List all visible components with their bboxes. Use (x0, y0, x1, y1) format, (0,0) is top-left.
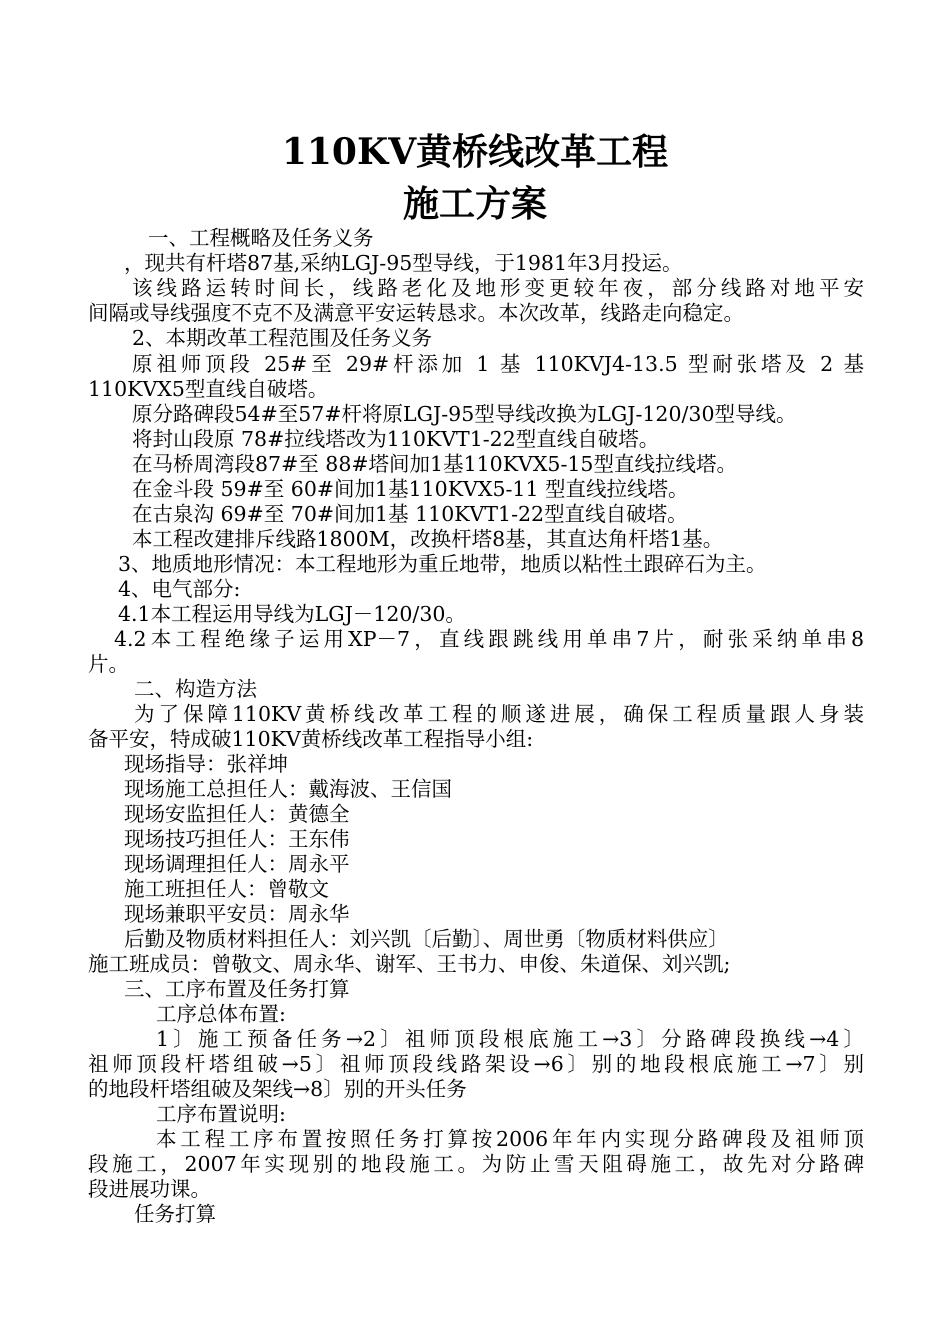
staff-line: 现场施工总担任人：戴海波、王信国 (124, 777, 452, 801)
paragraph-line: 在古泉沟 69#至 70#间加1基 110KVT1-22型直线自破塔。 (132, 502, 688, 526)
staff-line: 现场技巧担任人：王东伟 (124, 827, 350, 851)
staff-line: 现场调理担任人：周永平 (124, 852, 350, 876)
document-subtitle: 施工方案 (402, 183, 547, 225)
heading-project-overview: 一、工程概略及任务义务 (148, 226, 374, 250)
paragraph-line: 在金斗段 59#至 60#间加1基110KVX5-11 型直线拉线塔。 (132, 477, 689, 501)
paragraph-line: 段进展功课。 (88, 1177, 211, 1201)
paragraph-line: 祖师顶段杆塔组破→5〕祖师顶段线路架设→6〕别的地段根底施工→7〕别 (88, 1052, 864, 1076)
paragraph-line: 在马桥周湾段87#至 88#塔间加1基110KVX5-15型直线拉线塔。 (132, 452, 737, 476)
subheading-line: 工序总体布置: (156, 1002, 286, 1026)
subheading-line: 任务打算 (134, 1202, 216, 1226)
paragraph-line: ，现共有杆塔87基,采纳LGJ-95型导线，于1981年3月投运。 (124, 251, 683, 275)
staff-line: 现场指导：张祥坤 (124, 752, 288, 776)
document-title: 110KV黄桥线改革工程 (281, 131, 669, 173)
paragraph-line: 原分路碑段54#至57#杆将原LGJ-95型导线改换为LGJ-120/30型导线。 (132, 402, 797, 426)
heading-electrical: 4、电气部分: (118, 577, 241, 601)
paragraph-line: 该线路运转时间长，线路老化及地形变更较年夜，部分线路对地平安 (132, 276, 864, 300)
staff-line: 现场安监担任人：黄德全 (124, 802, 350, 826)
paragraph-line: 4.2本工程绝缘子运用XP－7，直线跟跳线用单串7片，耐张采纳单串8 (114, 627, 864, 651)
paragraph-line: 段施工，2007年实现别的地段施工。为防止雪天阻碍施工，故先对分路碑 (88, 1152, 864, 1176)
staff-line: 现场兼职平安员：周永华 (124, 902, 350, 926)
staff-line: 施工班担任人：曾敬文 (124, 877, 329, 901)
subheading-line: 工序布置说明: (156, 1102, 286, 1126)
paragraph-line: 1〕施工预备任务→2〕祖师顶段根底施工→3〕分路碑段换线→4〕 (156, 1027, 864, 1051)
staff-line: 后勤及物质材料担任人：刘兴凯〔后勤〕、周世勇〔物质材料供应〕 (124, 927, 729, 951)
paragraph-line: 本工程改建排斥线路1800M，改换杆塔8基，其直达角杆塔1基。 (132, 527, 724, 551)
heading-scope: 2、本期改革工程范围及任务义务 (132, 326, 433, 350)
paragraph-line: 为了保障110KV黄桥线改革工程的顺遂进展，确保工程质量跟人身装 (134, 702, 864, 726)
paragraph-line: 本工程工序布置按照任务打算按2006年年内实现分路碑段及祖师顶 (156, 1127, 864, 1151)
paragraph-line: 片。 (88, 652, 129, 676)
paragraph-line: 的地段杆塔组破及架线→8〕别的开头任务 (88, 1077, 467, 1101)
heading-organization: 二、构造方法 (134, 677, 257, 701)
paragraph-line: 备平安，特成破110KV黄桥线改革工程指导小组: (88, 727, 534, 751)
paragraph-line: 110KVX5型直线自破塔。 (88, 377, 329, 401)
paragraph-line: 将封山段原 78#拉线塔改为110KVT1-22型直线自破塔。 (132, 427, 660, 451)
paragraph-line: 间隔或导线强度不克不及满意平安运转恳求。本次改革，线路走向稳定。 (88, 301, 744, 325)
paragraph-line: 4.1本工程运用导线为LGJ－120/30。 (118, 602, 466, 626)
heading-process: 三、工序布置及任务打算 (124, 977, 350, 1001)
heading-geology: 3、地质地形情况：本工程地形为重丘地带，地质以粘性土跟碎石为主。 (118, 552, 767, 576)
staff-line: 施工班成员：曾敬文、周永华、谢军、王书力、申俊、朱道保、刘兴凯; (88, 952, 731, 976)
paragraph-line: 原祖师顶段 25#至 29#杆添加 1 基 110KVJ4-13.5 型耐张塔及 2 基 (132, 352, 864, 376)
